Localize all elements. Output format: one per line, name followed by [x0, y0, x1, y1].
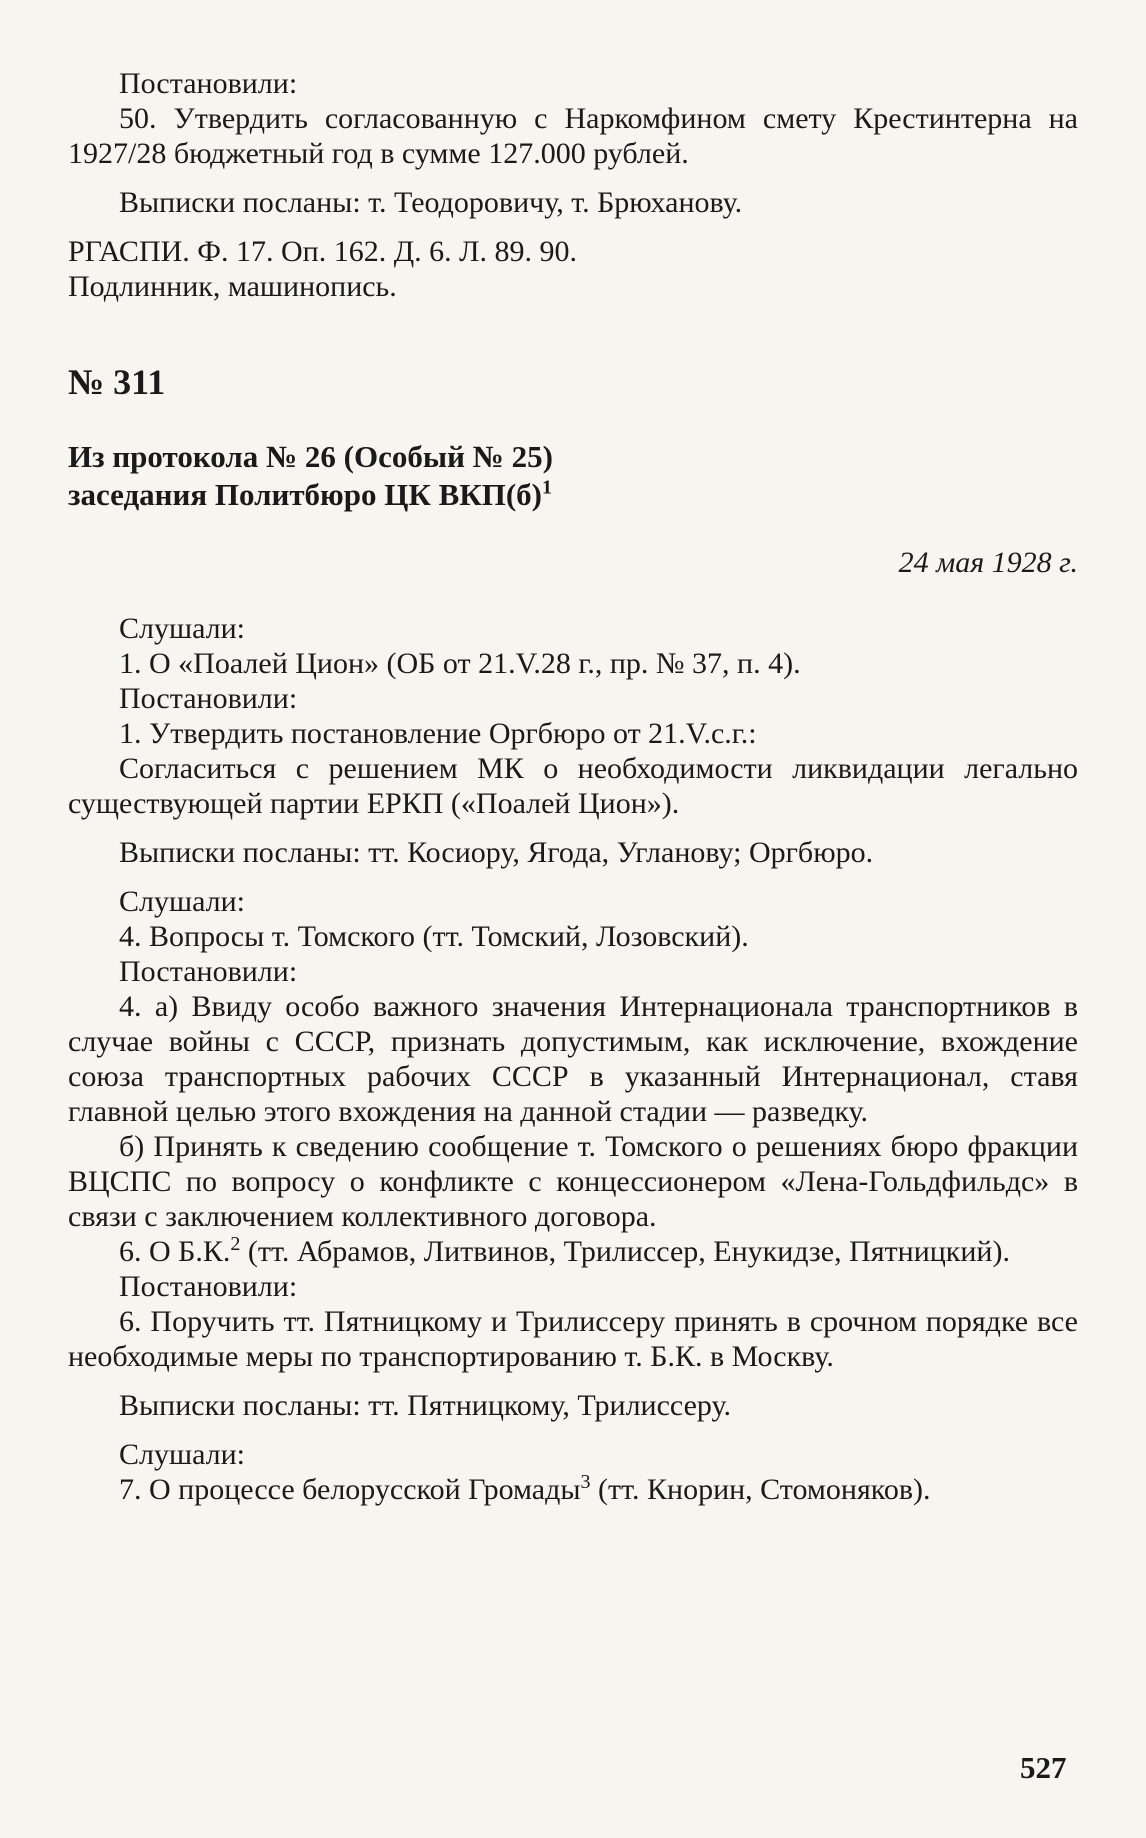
heard-item-text: 6. О Б.К.: [119, 1235, 231, 1268]
heard-label: Слушали:: [119, 1438, 246, 1471]
footnote-marker: 1: [542, 476, 552, 499]
decision-item: 6. Поручить тт. Пятницкому и Трилиссеру принять в срочном порядке все необходимые меры по транспортированию т. Б.К. в Москву.: [68, 1305, 1078, 1373]
heard-item: [68, 1234, 1078, 1269]
extracts-sent: Выписки посланы: т. Теодоровичу, т. Брюханову.: [119, 186, 743, 219]
heard-item-text: 7. О процессе белорусской Громады: [119, 1473, 581, 1506]
archive-reference: РГАСПИ. Ф. 17. Оп. 162. Д. 6. Л. 89. 90.: [68, 235, 578, 268]
heard-item: [68, 1472, 1078, 1507]
page-number: 527: [1020, 1750, 1067, 1785]
document-page: [68, 66, 1078, 1507]
decision-item: Согласиться с решением МК о необходимости ликвидации легально существующей партии ЕРКП («Поалей Цион»).: [68, 752, 1078, 820]
document-title: [68, 438, 1078, 514]
heard-item: 1. О «Поалей Цион» (ОБ от 21.V.28 г., пр. № 37, п. 4).: [119, 647, 801, 680]
decided-label: Постановили:: [119, 682, 298, 715]
heard-label: Слушали:: [119, 612, 246, 645]
heard-item-text: (тт. Кнорин, Стомоняков).: [590, 1473, 931, 1506]
heard-item-text: (тт. Абрамов, Литвинов, Трилиссер, Енукидзе, Пятницкий).: [240, 1235, 1010, 1268]
decision-item: 4. а) Ввиду особо важного значения Интернационала транспортников в случае войны с СССР, признать допустимым, как исключение, вхождение союза транспортных рабочих СССР в указанный Интернационал, ставя главной целью этого вхождения на данной стадии — разведку.: [68, 990, 1078, 1128]
heard-label: Слушали:: [119, 885, 246, 918]
decided-label: Постановили:: [119, 955, 298, 988]
extracts-sent: Выписки посланы: тт. Косиору, Ягода, Угланову; Оргбюро.: [119, 836, 874, 869]
decided-label: Постановили:: [119, 1270, 298, 1303]
footnote-marker: 2: [230, 1233, 241, 1255]
document-date: 24 мая 1928 г.: [898, 546, 1078, 579]
footnote-marker: 3: [580, 1471, 591, 1493]
decision-item-50: 50. Утвердить согласованную с Наркомфином смету Крестинтерна на 1927/28 бюджетный год в сумме 127.000 рублей.: [68, 102, 1078, 170]
title-line-1: Из протокола № 26 (Особый № 25): [68, 439, 553, 474]
heard-item: 4. Вопросы т. Томского (тт. Томский, Лозовский).: [119, 920, 749, 953]
decided-label: Постановили:: [119, 67, 298, 100]
title-line-2: заседания Политбюро ЦК ВКП(б): [68, 477, 542, 512]
original-note: Подлинник, машинопись.: [68, 270, 397, 303]
decision-item: 1. Утвердить постановление Оргбюро от 21.V.с.г.:: [119, 717, 757, 750]
decision-item: б) Принять к сведению сообщение т. Томского о решениях бюро фракции ВЦСПС по вопросу о конфликте с концессионером «Лена-Гольдфильдс» в связи с заключением коллективного договора.: [68, 1130, 1078, 1233]
extracts-sent: Выписки посланы: тт. Пятницкому, Трилиссеру.: [119, 1389, 732, 1422]
document-number: № 311: [68, 362, 166, 402]
